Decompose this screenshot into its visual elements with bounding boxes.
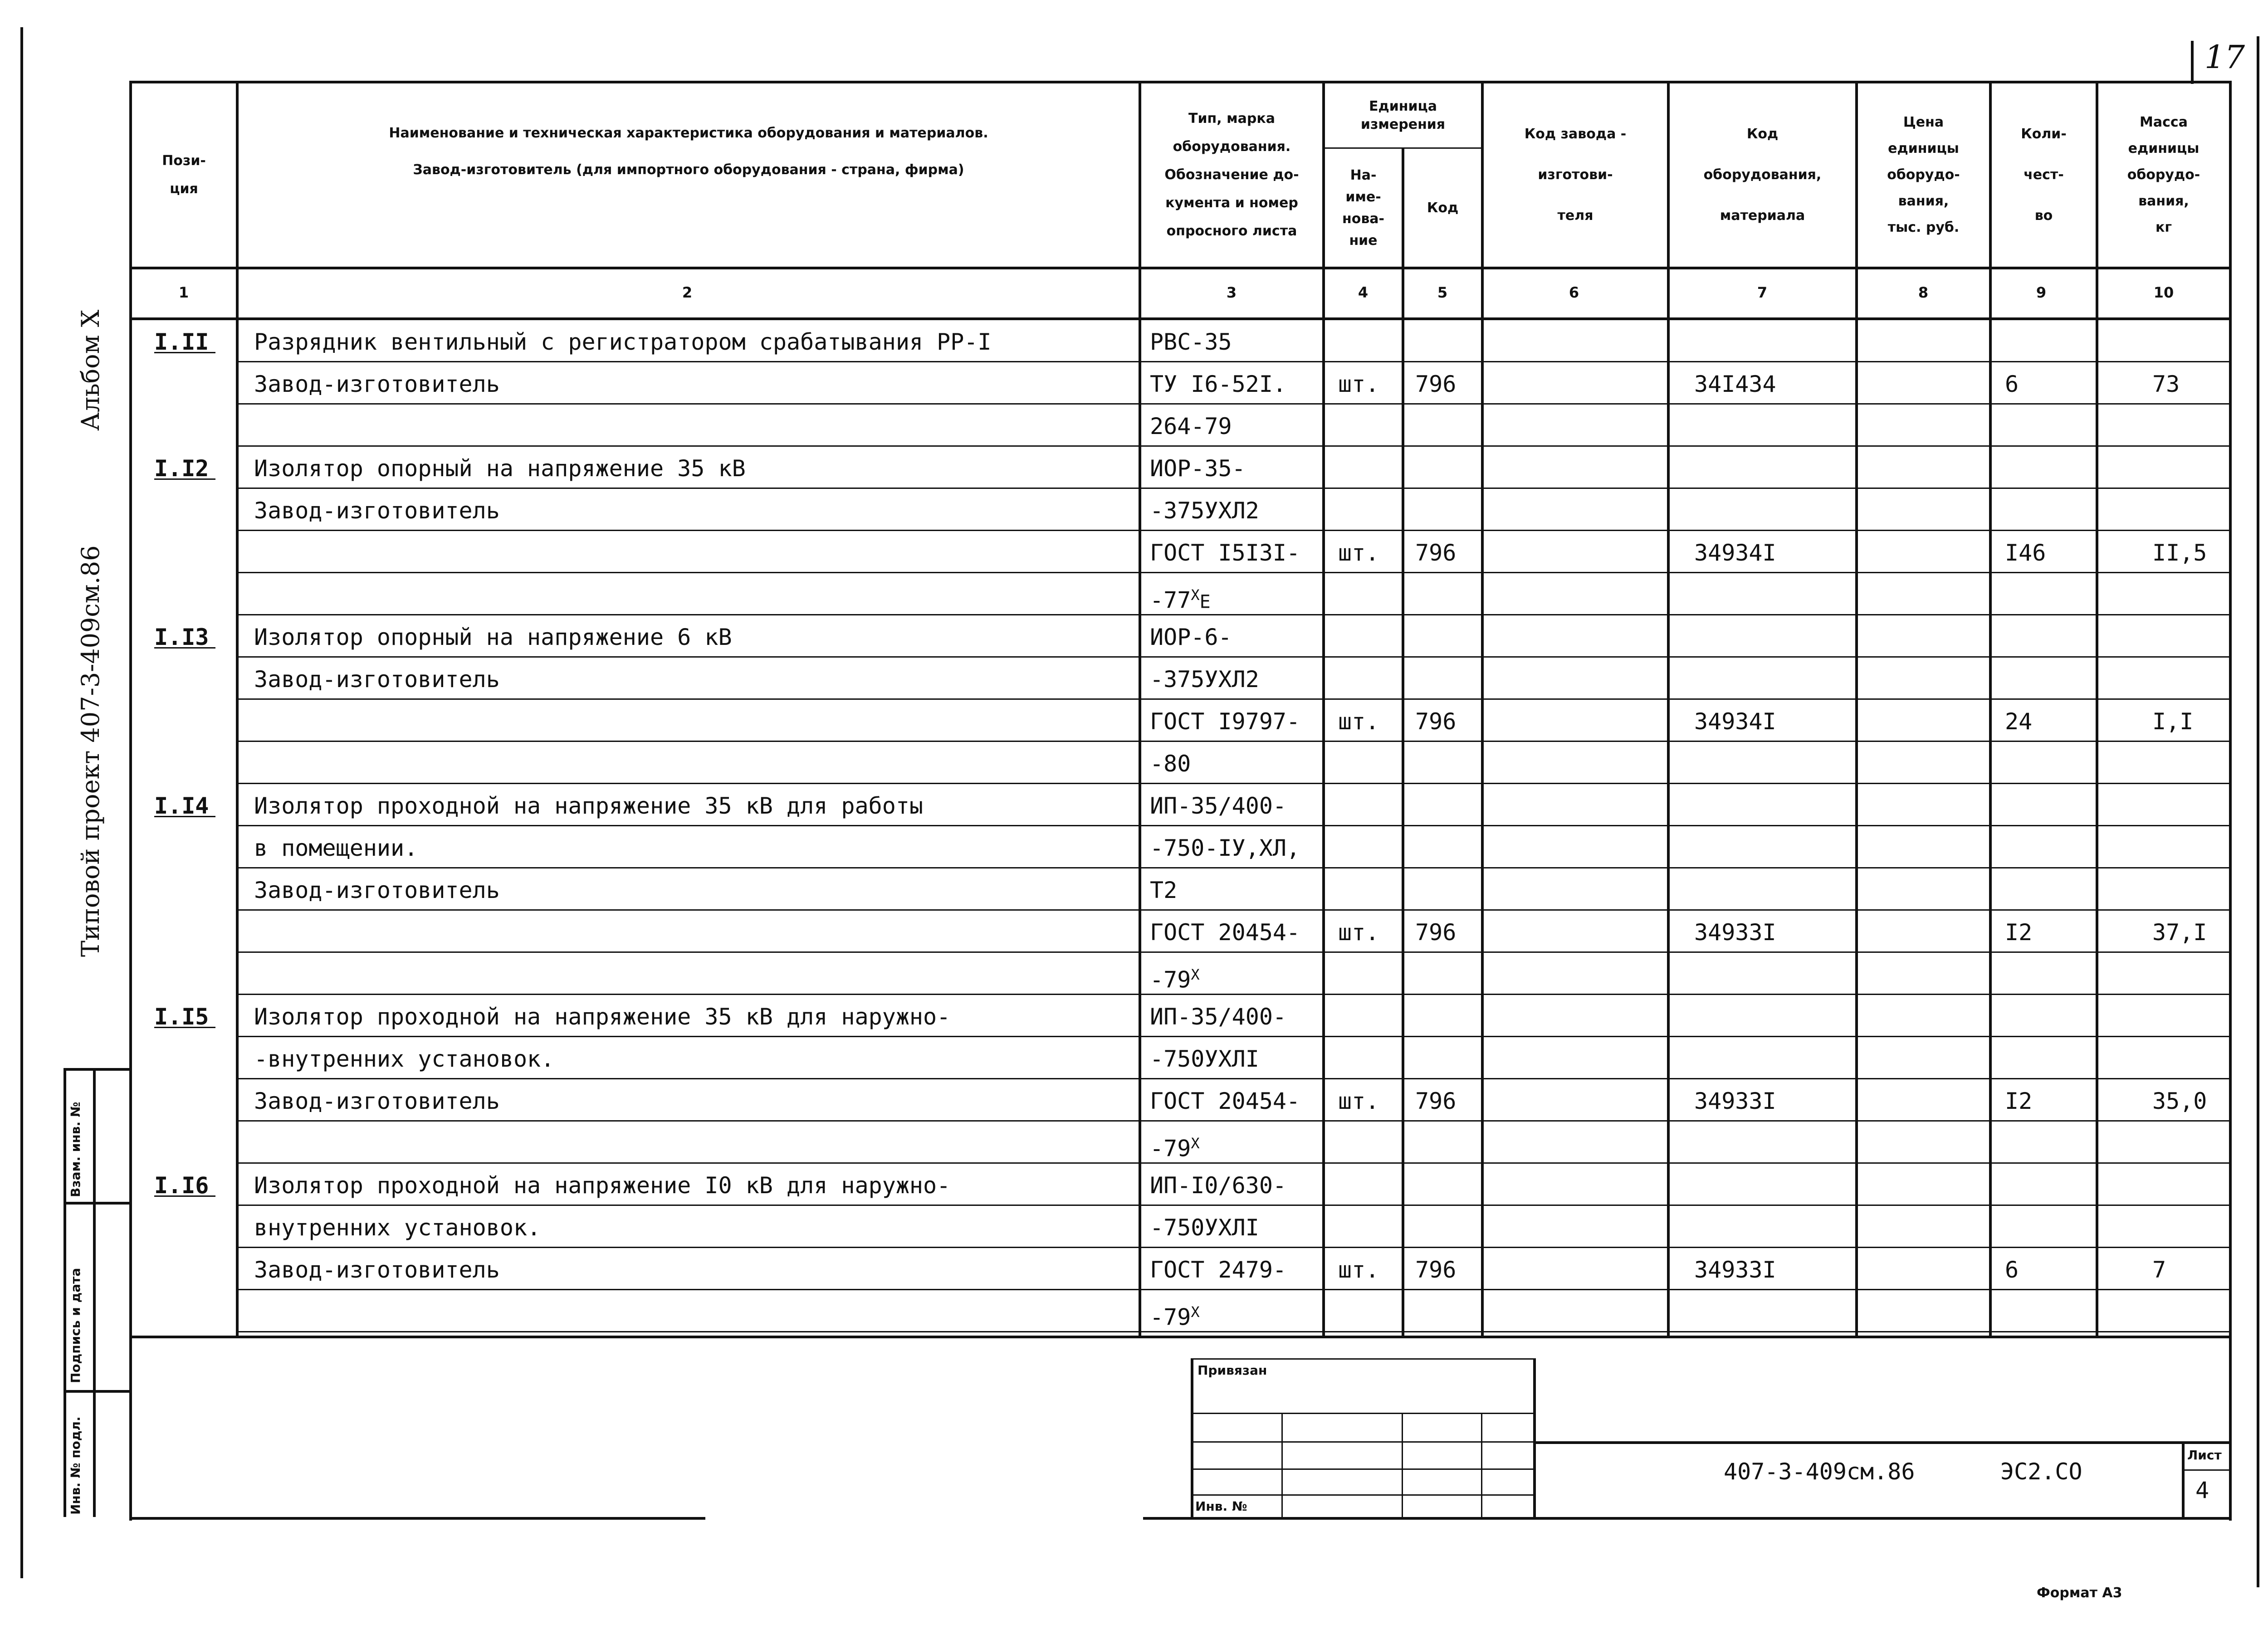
tb-right-box — [1533, 1358, 1536, 1520]
colnum-3: 3 — [1226, 284, 1237, 301]
type-superscript: X — [1191, 1135, 1200, 1152]
left-frame-line — [20, 27, 23, 1578]
row-pos: I.I3 — [154, 624, 209, 650]
row-pos: I.I2 — [154, 455, 209, 482]
row-separator — [236, 614, 2232, 615]
col-line-10 — [2229, 81, 2232, 1521]
col-line-1 — [236, 81, 239, 1336]
stamp-signature-date: Подпись и дата — [68, 1268, 83, 1383]
colnum-5: 5 — [1437, 284, 1448, 301]
row-mat: 34933I — [1694, 1257, 1776, 1283]
tb-sheet-no: 4 — [2195, 1477, 2209, 1503]
row-type: -375УХЛ2 — [1150, 666, 1259, 693]
row-mat: 34934I — [1694, 540, 1776, 566]
row-separator — [236, 867, 2232, 868]
row-mass: 35,0 — [2152, 1088, 2207, 1114]
row-type: -750УХЛI — [1150, 1215, 1259, 1241]
row-separator — [236, 403, 2232, 405]
row-type: $-79^X$ — [1150, 1303, 1200, 1331]
row-name: Изолятор проходной на напряжение 35 кВ для наружно- — [254, 1004, 951, 1030]
tb-line-top — [129, 1517, 705, 1520]
row-separator — [236, 698, 2232, 700]
row-type: 264-79 — [1150, 413, 1232, 439]
row-type: ИП-I0/630- — [1150, 1172, 1287, 1199]
row-separator — [236, 572, 2232, 573]
row-name: Завод-изготовитель — [254, 371, 500, 397]
row-separator — [236, 1205, 2232, 1206]
row-pos: I.II — [154, 329, 209, 355]
row-code: 796 — [1415, 919, 1457, 946]
row-separator — [236, 783, 2232, 784]
row-separator — [236, 530, 2232, 531]
type-superscript: X — [1191, 966, 1200, 983]
row-unit: шт. — [1338, 1088, 1379, 1114]
row-mat: 34I434 — [1694, 371, 1776, 397]
row-separator — [236, 656, 2232, 658]
row-unit: шт. — [1338, 919, 1379, 946]
stamp-col-left — [64, 1068, 66, 1517]
row-mass: I,I — [2152, 708, 2194, 735]
row-mass: II,5 — [2152, 540, 2207, 566]
format-label: Формат А3 — [2037, 1585, 2122, 1601]
row-type: ГОСТ 2479- — [1150, 1257, 1287, 1283]
header-type: Тип, марка оборудования. Обозначение до- кумента и номер опросного листа — [1164, 111, 1299, 239]
row-name: Разрядник вентильный с регистратором срабатывания РР-I — [254, 329, 992, 355]
row-mass: 73 — [2152, 371, 2180, 397]
row-mass: 7 — [2152, 1257, 2166, 1283]
tb-code-line — [1533, 1441, 2232, 1444]
row-qty: 6 — [2005, 1257, 2019, 1283]
stamp-inv-no-orig: Инв. № подл. — [68, 1416, 83, 1515]
row-name: Завод-изготовитель — [254, 498, 500, 524]
row-type: ГОСТ I9797- — [1150, 708, 1300, 735]
row-separator — [236, 1331, 2232, 1332]
stamp-h1 — [64, 1068, 132, 1071]
row-mat: 34933I — [1694, 919, 1776, 946]
header-unit-group: Единица измерения — [1360, 98, 1446, 132]
row-type: ГОСТ 20454- — [1150, 919, 1300, 946]
row-separator — [236, 1247, 2232, 1248]
header-bottom-border — [129, 267, 2232, 269]
col-line-9 — [2096, 81, 2098, 1336]
row-type: -750-IУ,ХЛ, — [1150, 835, 1300, 861]
type-superscript: X — [1191, 1303, 1200, 1321]
row-type: ГОСТ 20454- — [1150, 1088, 1300, 1114]
tb-box-v2 — [1402, 1413, 1403, 1520]
tb-box-v3 — [1481, 1413, 1482, 1520]
header-unit-code: Код — [1427, 200, 1459, 216]
colnum-4: 4 — [1358, 284, 1369, 301]
header-plant-code: Код завода - изготови- теля — [1524, 126, 1627, 224]
side-album-label: Альбом X — [76, 309, 105, 431]
col-line-6 — [1667, 81, 1670, 1336]
tb-sheet-label: Лист — [2187, 1448, 2222, 1463]
row-unit: шт. — [1338, 371, 1379, 397]
row-separator — [236, 909, 2232, 911]
colnum-1: 1 — [178, 284, 189, 301]
tb-inv-no: Инв. № — [1195, 1499, 1247, 1514]
row-qty: I46 — [2005, 540, 2046, 566]
row-type: ИП-35/400- — [1150, 1004, 1287, 1030]
row-name: Изолятор проходной на напряжение 35 кВ для работы — [254, 793, 924, 819]
row-separator — [236, 488, 2232, 489]
row-name: Изолятор опорный на напряжение 6 кВ — [254, 624, 732, 650]
row-qty: 6 — [2005, 371, 2019, 397]
row-type: -375УХЛ2 — [1150, 498, 1259, 524]
row-name: Завод-изготовитель — [254, 666, 500, 693]
row-name: Завод-изготовитель — [254, 1088, 500, 1114]
row-name: внутренних установок. — [254, 1215, 541, 1241]
row-separator — [236, 951, 2232, 953]
tb-box-v1 — [1281, 1413, 1283, 1520]
row-pos: I.I5 — [154, 1004, 209, 1030]
row-code: 796 — [1415, 1088, 1457, 1114]
row-type: -80 — [1150, 751, 1191, 777]
header-mass: Масса единицы оборудо- вания, кг — [2127, 114, 2200, 235]
row-name: Завод-изготовитель — [254, 1257, 500, 1283]
row-code: 796 — [1415, 540, 1457, 566]
right-frame-line — [2257, 36, 2259, 1587]
tb-doc-code: 407-3-409см.86 — [1724, 1458, 1915, 1485]
row-type: РВС-35 — [1150, 329, 1232, 355]
row-type: $-77^XЕ$ — [1150, 586, 1211, 614]
stamp-col-mid — [93, 1068, 96, 1517]
header-name: Наименование и техническая характеристика оборудования и материалов. Завод-изготовитель (для импортного оборудования - страна, фирма) — [389, 125, 988, 178]
page-number: 17 — [2204, 39, 2245, 76]
row-code: 796 — [1415, 1257, 1457, 1283]
colnum-8: 8 — [1918, 284, 1929, 301]
row-type: ИОР-6- — [1150, 624, 1232, 650]
stamp-h2 — [64, 1202, 132, 1205]
row-separator — [236, 1036, 2232, 1037]
header-unit-name: На- име- нова- ние — [1342, 167, 1385, 249]
row-mat: 34934I — [1694, 708, 1776, 735]
type-subscript: Е — [1199, 591, 1211, 613]
stamp-inv-no: Взам. инв. № — [68, 1102, 83, 1197]
tb-sheet-h — [2182, 1469, 2232, 1471]
row-separator — [236, 1162, 2232, 1164]
row-name: -внутренних установок. — [254, 1046, 555, 1072]
colnum-2: 2 — [682, 284, 693, 301]
col-line-8 — [1989, 81, 1992, 1336]
row-type: ИОР-35- — [1150, 455, 1246, 482]
row-name: Изолятор опорный на напряжение 35 кВ — [254, 455, 746, 482]
header-quantity: Коли- чест- во — [2021, 126, 2067, 224]
row-unit: шт. — [1338, 1257, 1379, 1283]
row-unit: шт. — [1338, 540, 1379, 566]
row-separator — [236, 361, 2232, 362]
header-price: Цена единицы оборудо- вания, тыс. руб. — [1887, 114, 1960, 235]
row-type: $-79^X$ — [1150, 966, 1200, 993]
colnum-6: 6 — [1569, 284, 1579, 301]
type-superscript: X — [1191, 586, 1200, 604]
col-line-7 — [1855, 81, 1858, 1336]
col-line-3 — [1322, 81, 1325, 1336]
row-mat: 34933I — [1694, 1088, 1776, 1114]
row-code: 796 — [1415, 371, 1457, 397]
colnum-7: 7 — [1757, 284, 1768, 301]
row-type: ГОСТ I5I3I- — [1150, 540, 1300, 566]
stamp-h3 — [64, 1390, 132, 1393]
row-type: $-79^X$ — [1150, 1135, 1200, 1162]
col-line-5 — [1481, 81, 1484, 1336]
tb-privyazan: Привязан — [1198, 1363, 1267, 1378]
side-project-label: Типовой проект 407-3-409см.86 — [76, 545, 105, 957]
row-qty: 24 — [2005, 708, 2033, 735]
row-separator — [236, 1289, 2232, 1290]
header-equipment-code: Код оборудования, материала — [1703, 126, 1822, 224]
tb-sheet-line — [2182, 1441, 2185, 1518]
row-pos: I.I6 — [154, 1172, 209, 1199]
row-pos: I.I4 — [154, 793, 209, 819]
tb-box-top — [1191, 1358, 1533, 1360]
row-name: Завод-изготовитель — [254, 877, 500, 903]
col-line-0 — [129, 81, 132, 1521]
row-type: ИП-35/400- — [1150, 793, 1287, 819]
table-body-bottom — [129, 1336, 2232, 1338]
row-code: 796 — [1415, 708, 1457, 735]
row-mass: 37,I — [2152, 919, 2207, 946]
row-type: Т2 — [1150, 877, 1178, 903]
row-unit: шт. — [1338, 708, 1379, 735]
tb-mark: ЭС2.СО — [2000, 1458, 2082, 1485]
row-separator — [236, 1078, 2232, 1079]
colnum-bottom-border — [129, 317, 2232, 320]
row-name: Изолятор проходной на напряжение I0 кВ для наружно- — [254, 1172, 951, 1199]
row-qty: I2 — [2005, 1088, 2033, 1114]
row-separator — [236, 741, 2232, 742]
row-type: -750УХЛI — [1150, 1046, 1259, 1072]
row-separator — [236, 994, 2232, 995]
row-qty: I2 — [2005, 919, 2033, 946]
row-name: в помещении. — [254, 835, 418, 861]
colnum-10: 10 — [2153, 284, 2174, 301]
header-position: Пози- ция — [162, 153, 206, 197]
colnum-9: 9 — [2036, 284, 2047, 301]
tb-line-bottom-right — [1143, 1517, 2232, 1520]
page-number-frame — [2191, 41, 2194, 84]
row-type: ТУ I6-52I. — [1150, 371, 1287, 397]
row-separator — [236, 1120, 2232, 1122]
row-separator — [236, 445, 2232, 447]
col-line-2 — [1139, 81, 1141, 1336]
row-separator — [236, 825, 2232, 826]
